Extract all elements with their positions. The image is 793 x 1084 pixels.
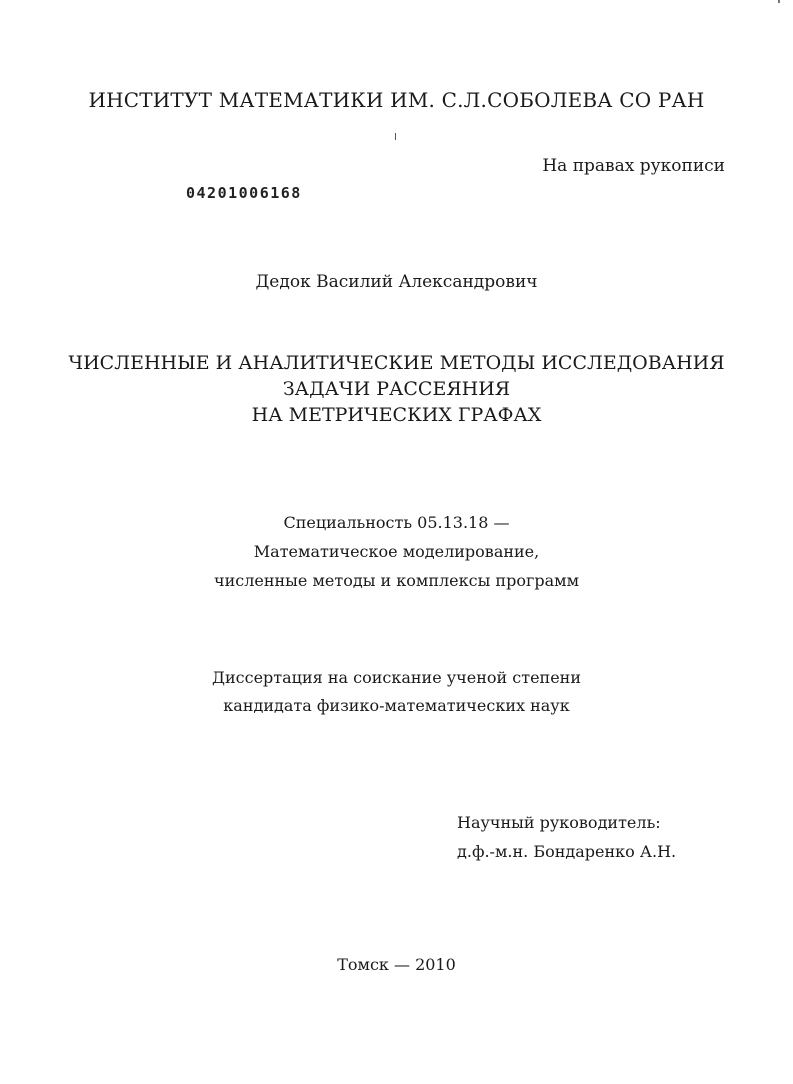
title-line: ЧИСЛЕННЫЕ И АНАЛИТИЧЕСКИЕ МЕТОДЫ ИССЛЕДОВАНИЯ — [68, 352, 725, 374]
supervisor-name: д.ф.-м.н. Бондаренко А.Н. — [457, 842, 677, 861]
registration-code: 04201006168 — [186, 184, 302, 202]
title-line: ЗАДАЧИ РАССЕЯНИЯ — [282, 378, 511, 400]
dissertation-block — [0, 664, 793, 720]
scan-mark — [778, 0, 780, 3]
specialty-block — [0, 508, 793, 595]
city-year: Томск — 2010 — [337, 955, 456, 974]
author-name: Дедок Василий Александрович — [255, 272, 538, 292]
scan-mark — [395, 133, 396, 140]
institute-name: ИНСТИТУТ МАТЕМАТИКИ ИМ. С.Л.СОБОЛЕВА СО РАН — [88, 88, 705, 112]
supervisor-label: Научный руководитель: — [457, 813, 661, 832]
specialty-line: численные методы и комплексы программ — [213, 571, 580, 590]
specialty-line: Математическое моделирование, — [253, 542, 540, 561]
supervisor-block — [457, 808, 676, 866]
dissertation-line: Диссертация на соискание ученой степени — [211, 668, 581, 687]
thesis-title — [0, 350, 793, 428]
rights-notice: На правах рукописи — [542, 156, 725, 176]
title-line: НА МЕТРИЧЕСКИХ ГРАФАХ — [251, 404, 542, 426]
dissertation-line: кандидата физико-математических наук — [223, 696, 570, 715]
specialty-line: Специальность 05.13.18 — — [283, 513, 510, 532]
